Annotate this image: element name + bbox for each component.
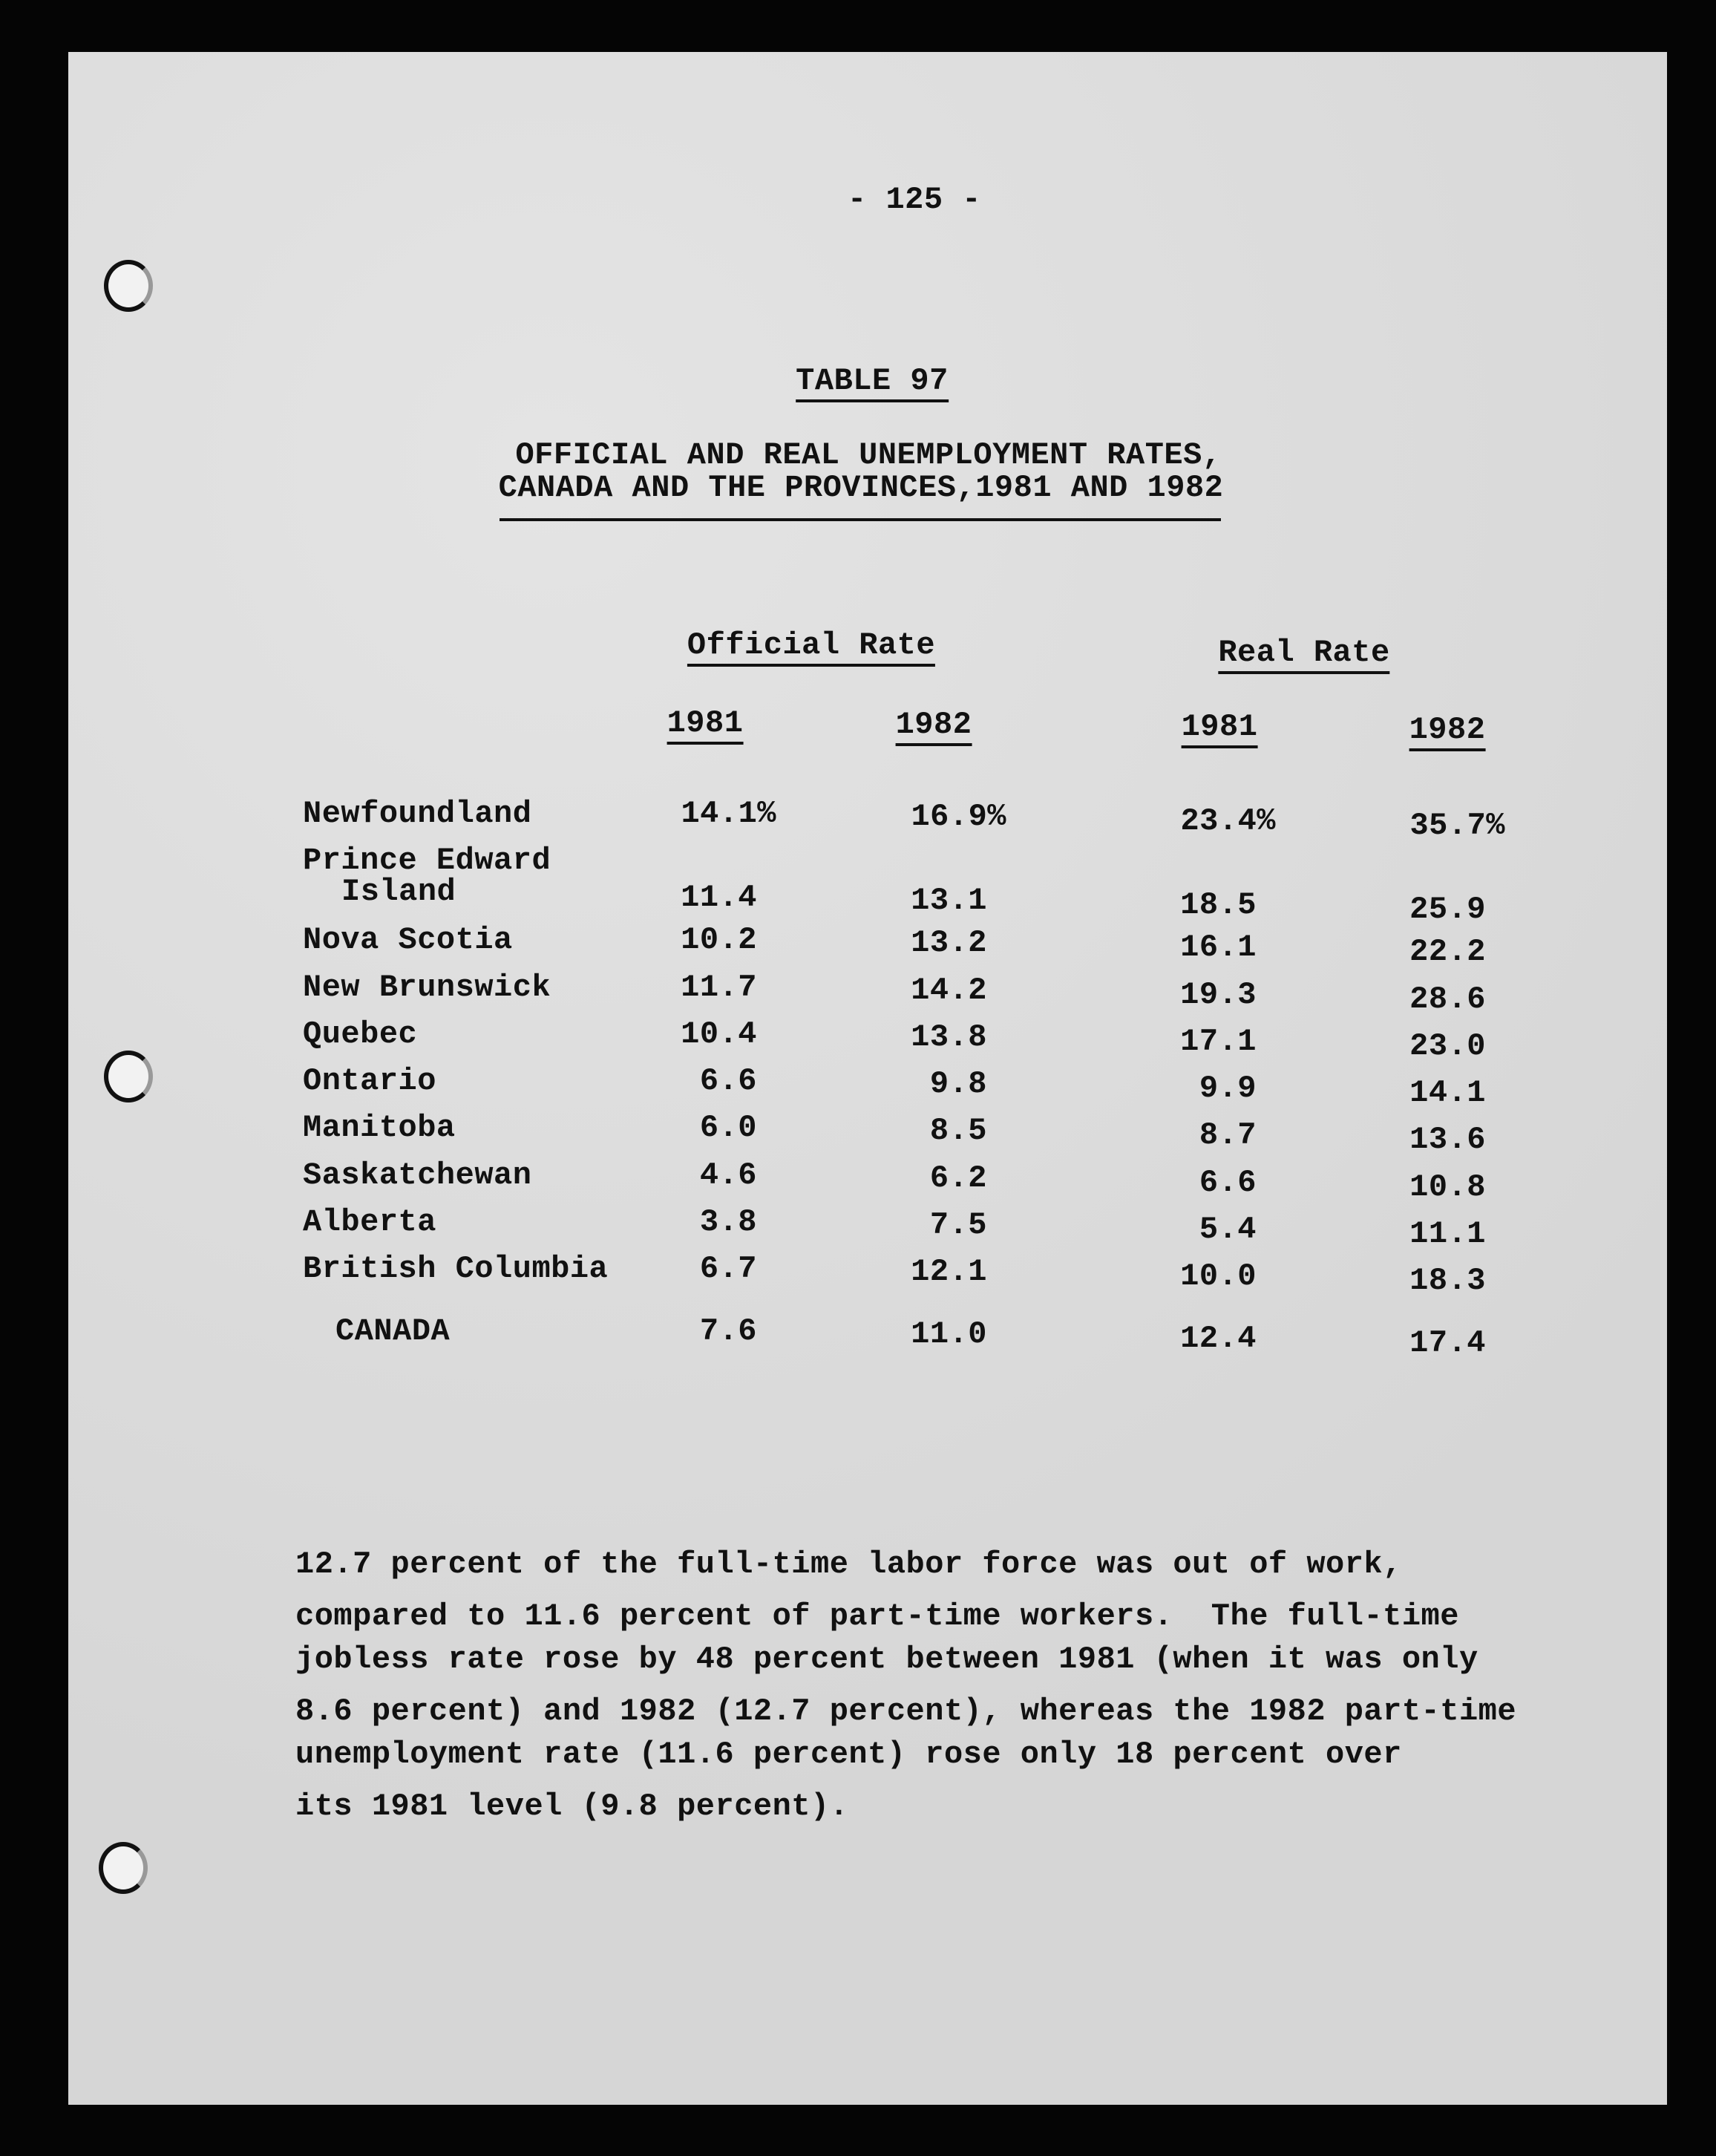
table-cell: 6.2	[929, 1160, 987, 1196]
table-cell: 10.4	[681, 1016, 757, 1052]
table-cell: 14.2	[911, 973, 987, 1008]
punch-hole	[104, 260, 153, 312]
year-header: 1981	[667, 708, 744, 745]
page-number: - 125 -	[848, 182, 981, 218]
table-cell: 12.1	[911, 1254, 987, 1290]
paragraph-line: 8.6 percent) and 1982 (12.7 percent), whereas the 1982 part-time	[295, 1693, 1517, 1729]
table-title-line1: OFFICIAL AND REAL UNEMPLOYMENT RATES,	[515, 437, 1222, 473]
region-label: British Columbia	[303, 1251, 609, 1287]
paragraph-line: 12.7 percent of the full-time labor force was out of work,	[295, 1546, 1402, 1582]
table-cell: 17.1	[1180, 1024, 1257, 1059]
table-cell: 5.4	[1199, 1212, 1257, 1247]
paragraph-line: jobless rate rose by 48 percent between 1981 (when it was only	[295, 1642, 1478, 1677]
table-cell: 16.9%	[911, 799, 1006, 834]
table-cell: 3.8	[699, 1204, 757, 1240]
region-label: Saskatchewan	[303, 1157, 532, 1193]
table-cell: 13.2	[911, 925, 987, 961]
table-cell: 13.6	[1409, 1122, 1486, 1157]
punch-hole	[99, 1842, 148, 1894]
table-cell: 25.9	[1409, 892, 1486, 927]
table-cell: 10.0	[1180, 1258, 1257, 1294]
group-header-official: Official Rate	[687, 630, 935, 667]
table-cell: 11.7	[681, 970, 757, 1005]
table-title-line2: CANADA AND THE PROVINCES,1981 AND 1982	[498, 470, 1224, 506]
table-cell: 9.9	[1199, 1071, 1257, 1106]
table-cell: 6.6	[1199, 1165, 1257, 1200]
table-cell: 8.5	[929, 1113, 987, 1149]
year-header: 1981	[1182, 711, 1258, 748]
paragraph-line: its 1981 level (9.8 percent).	[295, 1788, 849, 1824]
region-label: Alberta	[303, 1204, 436, 1240]
region-label: Newfoundland	[303, 796, 532, 832]
table-cell: 8.7	[1199, 1117, 1257, 1153]
paragraph-line: compared to 11.6 percent of part-time workers. The full-time	[295, 1598, 1459, 1634]
table-cell: 6.0	[699, 1110, 757, 1146]
table-cell: 18.3	[1409, 1263, 1486, 1298]
table-cell: 18.5	[1180, 887, 1257, 923]
region-label: CANADA	[335, 1313, 451, 1349]
region-label: New Brunswick	[303, 970, 551, 1005]
table-cell: 19.3	[1180, 977, 1257, 1013]
table-cell: 11.0	[911, 1316, 987, 1352]
region-label: Prince Edward	[303, 843, 551, 878]
table-cell: 7.5	[929, 1207, 987, 1243]
table-cell: 10.8	[1409, 1169, 1486, 1205]
table-cell: 11.4	[681, 880, 757, 915]
table-cell: 7.6	[699, 1313, 757, 1349]
table-cell: 9.8	[929, 1066, 987, 1102]
table-cell: 23.4%	[1180, 803, 1276, 839]
region-label: Ontario	[303, 1063, 436, 1099]
table-cell: 14.1	[1409, 1075, 1486, 1111]
group-header-real: Real Rate	[1218, 637, 1389, 674]
region-label-cont: Island	[341, 874, 456, 909]
table-cell: 16.1	[1180, 930, 1257, 965]
region-label: Quebec	[303, 1016, 418, 1052]
table-cell: 17.4	[1409, 1325, 1486, 1361]
table-cell: 28.6	[1409, 981, 1486, 1017]
table-cell: 6.7	[699, 1251, 757, 1287]
table-label: TABLE 97	[796, 365, 949, 402]
region-label: Manitoba	[303, 1110, 456, 1146]
table-cell: 13.8	[911, 1019, 987, 1055]
region-label: Nova Scotia	[303, 922, 513, 958]
table-cell: 22.2	[1409, 934, 1486, 970]
title-rule	[500, 518, 1221, 521]
year-header: 1982	[1409, 714, 1486, 751]
table-cell: 12.4	[1180, 1321, 1257, 1356]
table-cell: 10.2	[681, 922, 757, 958]
table-cell: 4.6	[699, 1157, 757, 1193]
punch-hole	[104, 1051, 153, 1102]
table-cell: 13.1	[911, 883, 987, 918]
paragraph-line: unemployment rate (11.6 percent) rose only 18 percent over	[295, 1737, 1402, 1772]
table-cell: 14.1%	[681, 796, 776, 832]
table-cell: 6.6	[699, 1063, 757, 1099]
year-header: 1982	[896, 709, 972, 746]
table-cell: 11.1	[1409, 1216, 1486, 1252]
table-cell: 23.0	[1409, 1028, 1486, 1064]
table-cell: 35.7%	[1409, 808, 1505, 843]
